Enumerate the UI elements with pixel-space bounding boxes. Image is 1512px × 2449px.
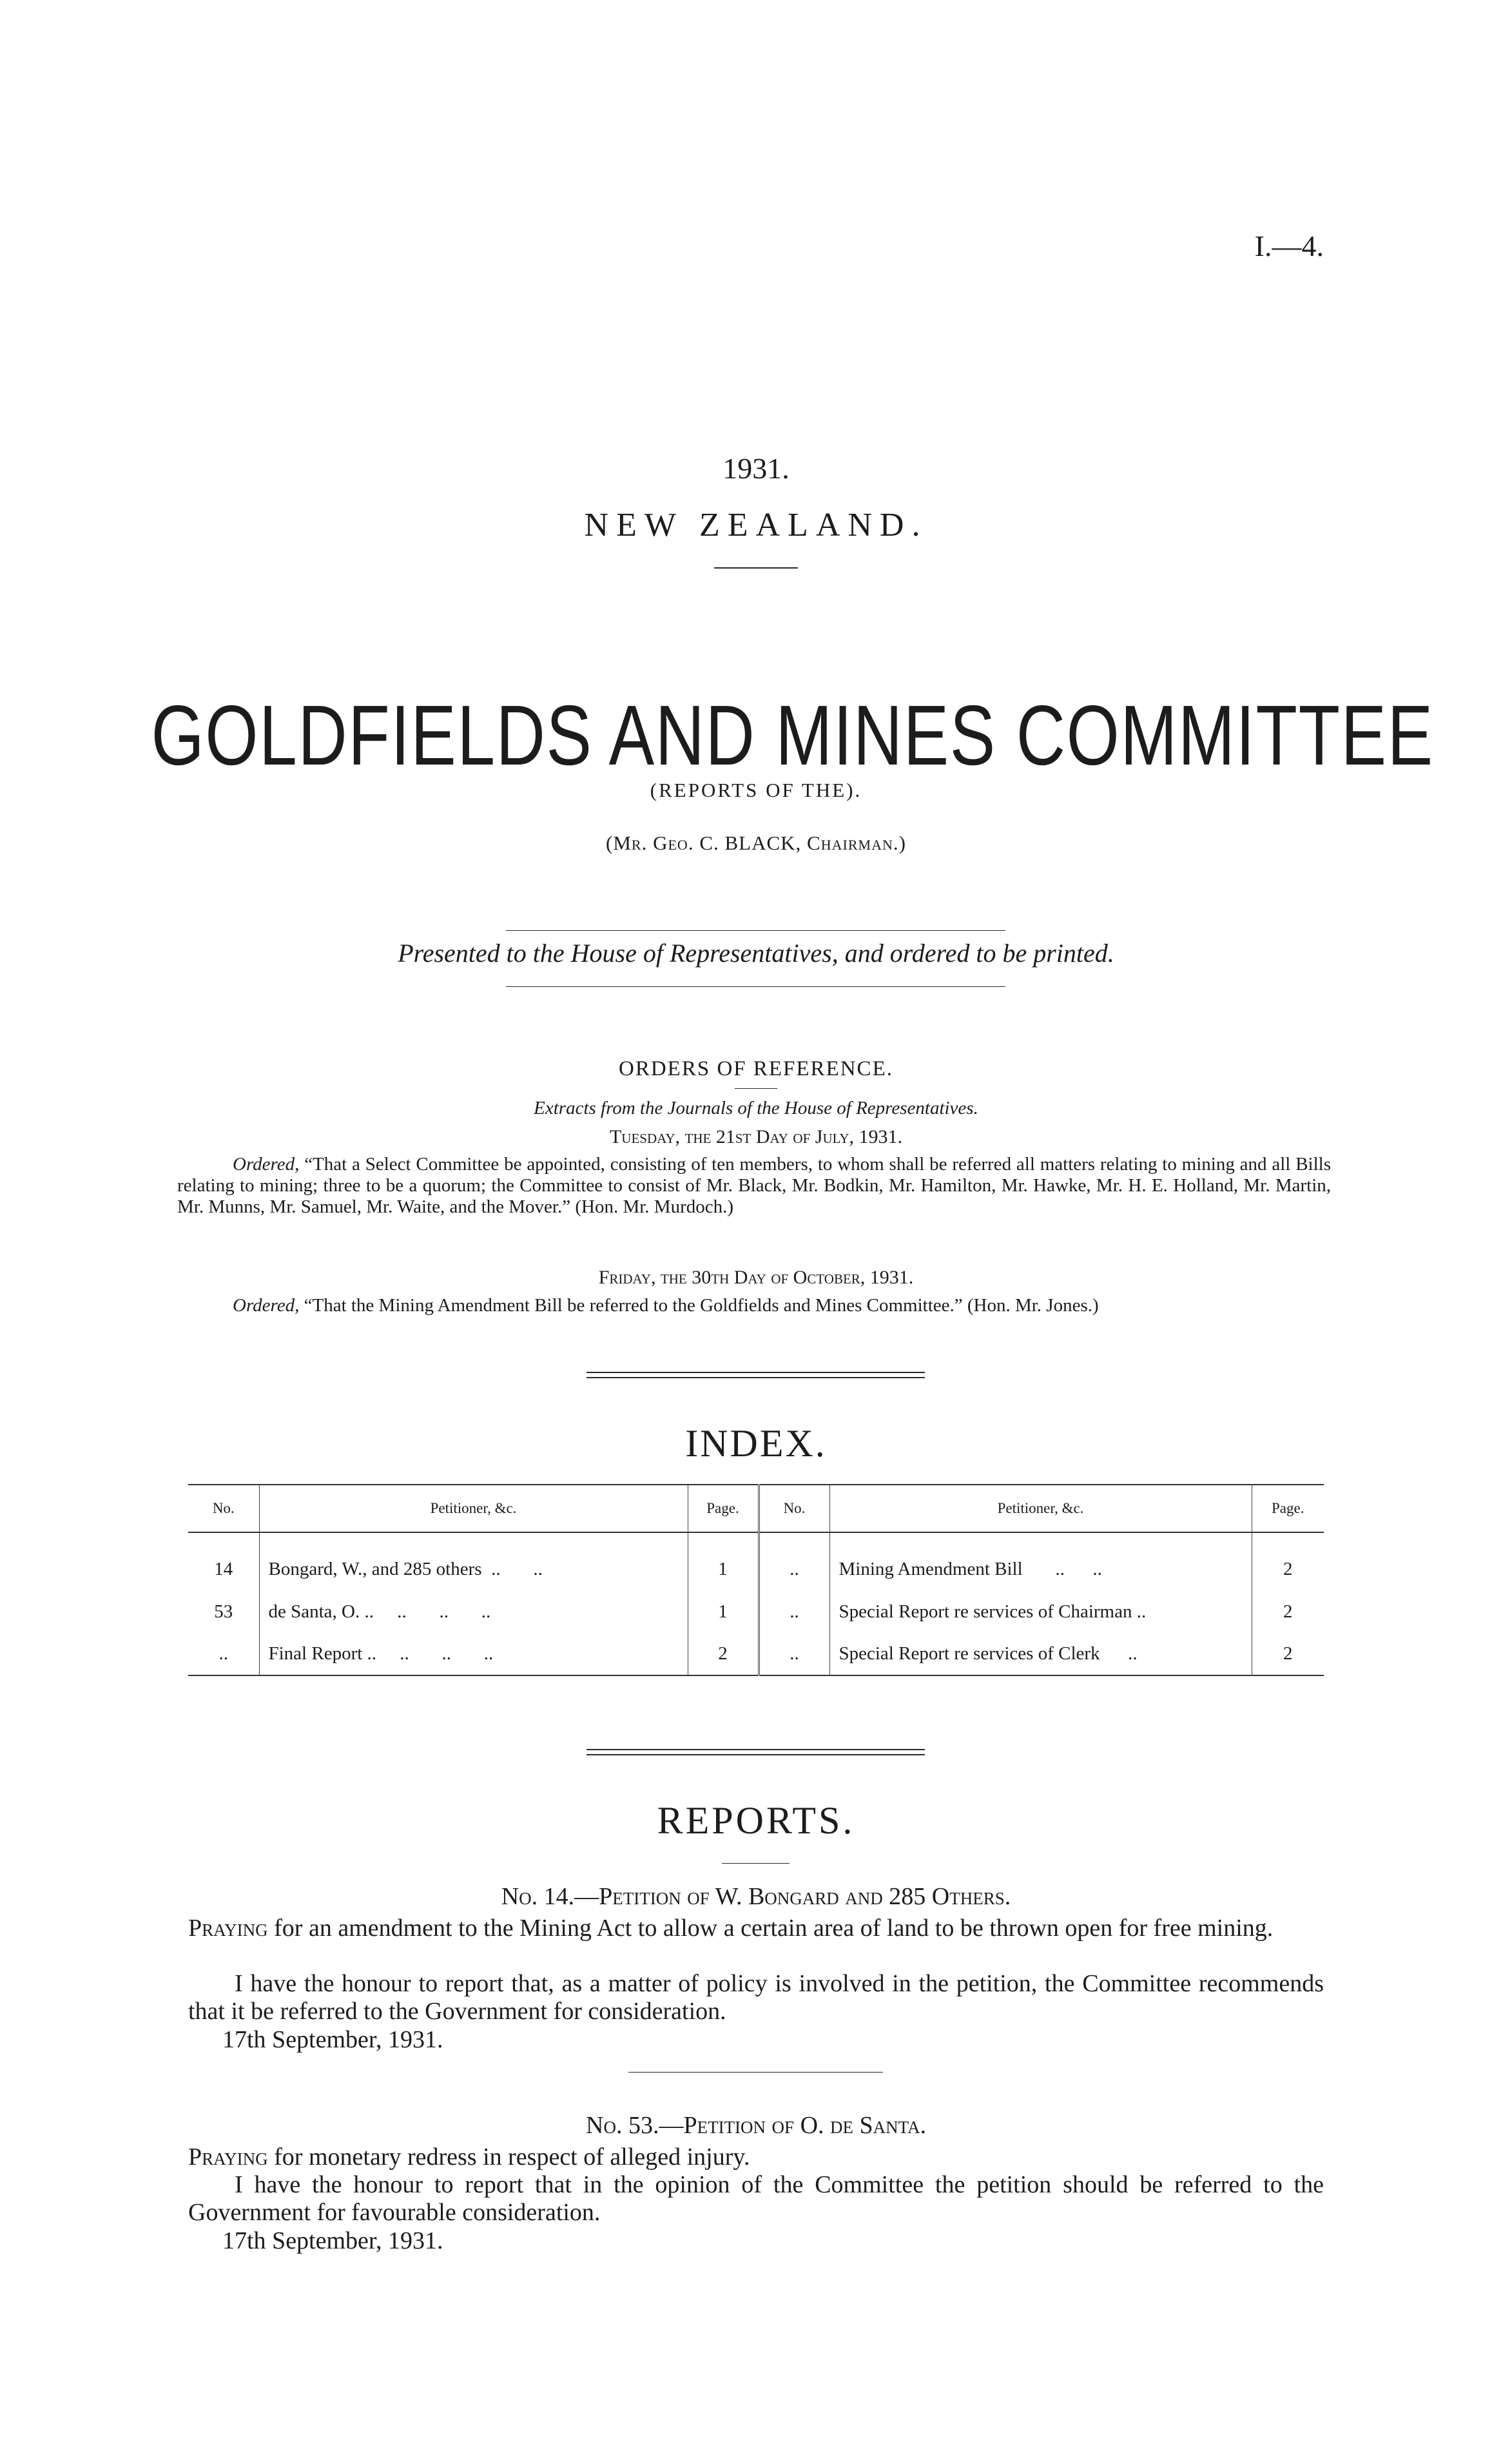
presented-line: Presented to the House of Representatives, and ordered to be printed. [398,939,1114,968]
double-divider [586,1372,925,1373]
leader-dots: .. [1100,1643,1138,1664]
report-53-date: 17th September, 1931. [222,2227,443,2254]
petitioner-name: Special Report re services of Chairman [838,1601,1132,1622]
page-number: 2 [1283,1558,1293,1579]
index-number: 53 [188,1590,259,1633]
report-title-14: No. 14.—Petition of W. Bongard and 285 Others. [501,1883,1011,1910]
divider [714,567,798,569]
petitioner-cell [829,1590,1252,1633]
index-heading: INDEX. [685,1422,827,1465]
leader-dots: .. .. .. [376,1643,494,1664]
page-number: 1 [688,1590,759,1633]
index-table-grid [188,1484,1324,1676]
praying-text: for monetary redress in respect of alleged injury. [274,2143,750,2171]
divider [735,1088,777,1089]
petitioner-cell [829,1548,1252,1590]
page-number: 1 [688,1548,759,1590]
petitioner-name: Mining Amendment Bill [838,1558,1023,1579]
document-subtitle: (REPORTS OF THE). [650,779,862,801]
table-row [188,1548,1324,1590]
ordered-label: Ordered, [233,1295,300,1316]
petitioner-cell [829,1633,1252,1675]
petitioner-name: Bongard, W., and 285 others [268,1558,482,1579]
ordered-text: “That a Select Committee be appointed, consisting of ten members, to whom shall be referred all matters relating to mining and all Bills relating to mining; three to be a quorum; the Committee to consist of Mr. Black, Mr. Bodkin, Mr. Hamilton, Mr. Hawke, Mr. H. E. Holland, Mr. Martin, Mr. Munns, Mr. Samuel, Mr. Waite, and the Mover.” (Hon. Mr. Murdoch.) [177,1154,1331,1217]
petitioner-cell [259,1590,688,1633]
petitioner-cell [259,1548,688,1590]
report-14-date: 17th September, 1931. [222,2026,443,2053]
report-53-body: I have the honour to report that in the opinion of the Committee the petition should be referred to the Government for favourable consideration. [188,2171,1324,2226]
column-header: No. [188,1485,259,1532]
index-number: .. [188,1633,259,1675]
page-number: 2 [1283,1601,1293,1622]
page-number: 2 [1283,1643,1293,1664]
report-title-53: No. 53.—Petition of O. de Santa. [586,2112,926,2139]
column-header: Page. [688,1485,759,1532]
report-53-praying [188,2143,1324,2171]
double-divider [586,1749,925,1750]
leader-dots: .. .. .. [374,1601,491,1622]
leader-dots: .. .. [481,1558,543,1579]
divider [506,986,1005,987]
extracts-line: Extracts from the Journals of the House of Representatives. [534,1098,978,1118]
index-number: 14 [188,1548,259,1590]
double-divider [586,1377,925,1378]
leader-dots: .. .. [1022,1558,1102,1579]
report-14-body: I have the honour to report that, as a matter of policy is involved in the petition, the Committee recommends that it be referred to the Government for consideration. [188,1970,1324,2025]
petitioner-name: Final Report .. [268,1643,377,1664]
divider [722,1863,790,1864]
column-header: No. [759,1485,829,1532]
chairman-line: (Mr. Geo. C. BLACK, Chairman.) [606,832,906,854]
praying-label: Praying [188,2143,268,2171]
date-tuesday: Tuesday, the 21st Day of July, 1931. [609,1126,903,1147]
page-reference: I.—4. [1254,229,1324,262]
divider [506,930,1005,931]
petitioner-name: de Santa, O. .. [268,1601,374,1622]
divider [628,2072,883,2073]
index-number: .. [759,1548,829,1590]
country: NEW ZEALAND. [584,507,928,543]
praying-label: Praying [188,1915,268,1942]
order-paragraph-1 [177,1154,1331,1218]
column-header: Page. [1272,1500,1304,1516]
leader-dots: .. [1132,1601,1147,1622]
petitioner-cell [259,1633,688,1675]
index-number: .. [759,1633,829,1675]
table-row [188,1590,1324,1633]
orders-heading: ORDERS OF REFERENCE. [619,1057,893,1080]
column-header: Petitioner, &c. [259,1485,688,1532]
index-number: .. [759,1590,829,1633]
table-row [188,1633,1324,1675]
column-header: Petitioner, &c. [829,1485,1252,1532]
praying-text: for an amendment to the Mining Act to allow a certain area of land to be thrown open for free mining. [274,1915,1274,1942]
ordered-label: Ordered, [233,1154,300,1175]
report-14-praying [188,1915,1324,1942]
order-paragraph-2 [177,1295,1331,1316]
document-title: GOLDFIELDS AND MINES COMMITTEE [151,688,1434,783]
index-table [188,1484,1324,1676]
year: 1931. [722,452,790,485]
petitioner-name: Special Report re services of Clerk [838,1643,1100,1664]
double-divider [586,1754,925,1755]
page-number: 2 [688,1633,759,1675]
reports-heading: REPORTS. [657,1799,855,1842]
ordered-text: “That the Mining Amendment Bill be referred to the Goldfields and Mines Committee.” (Hon. Mr. Jones.) [304,1295,1099,1316]
date-friday: Friday, the 30th Day of October, 1931. [598,1267,914,1288]
